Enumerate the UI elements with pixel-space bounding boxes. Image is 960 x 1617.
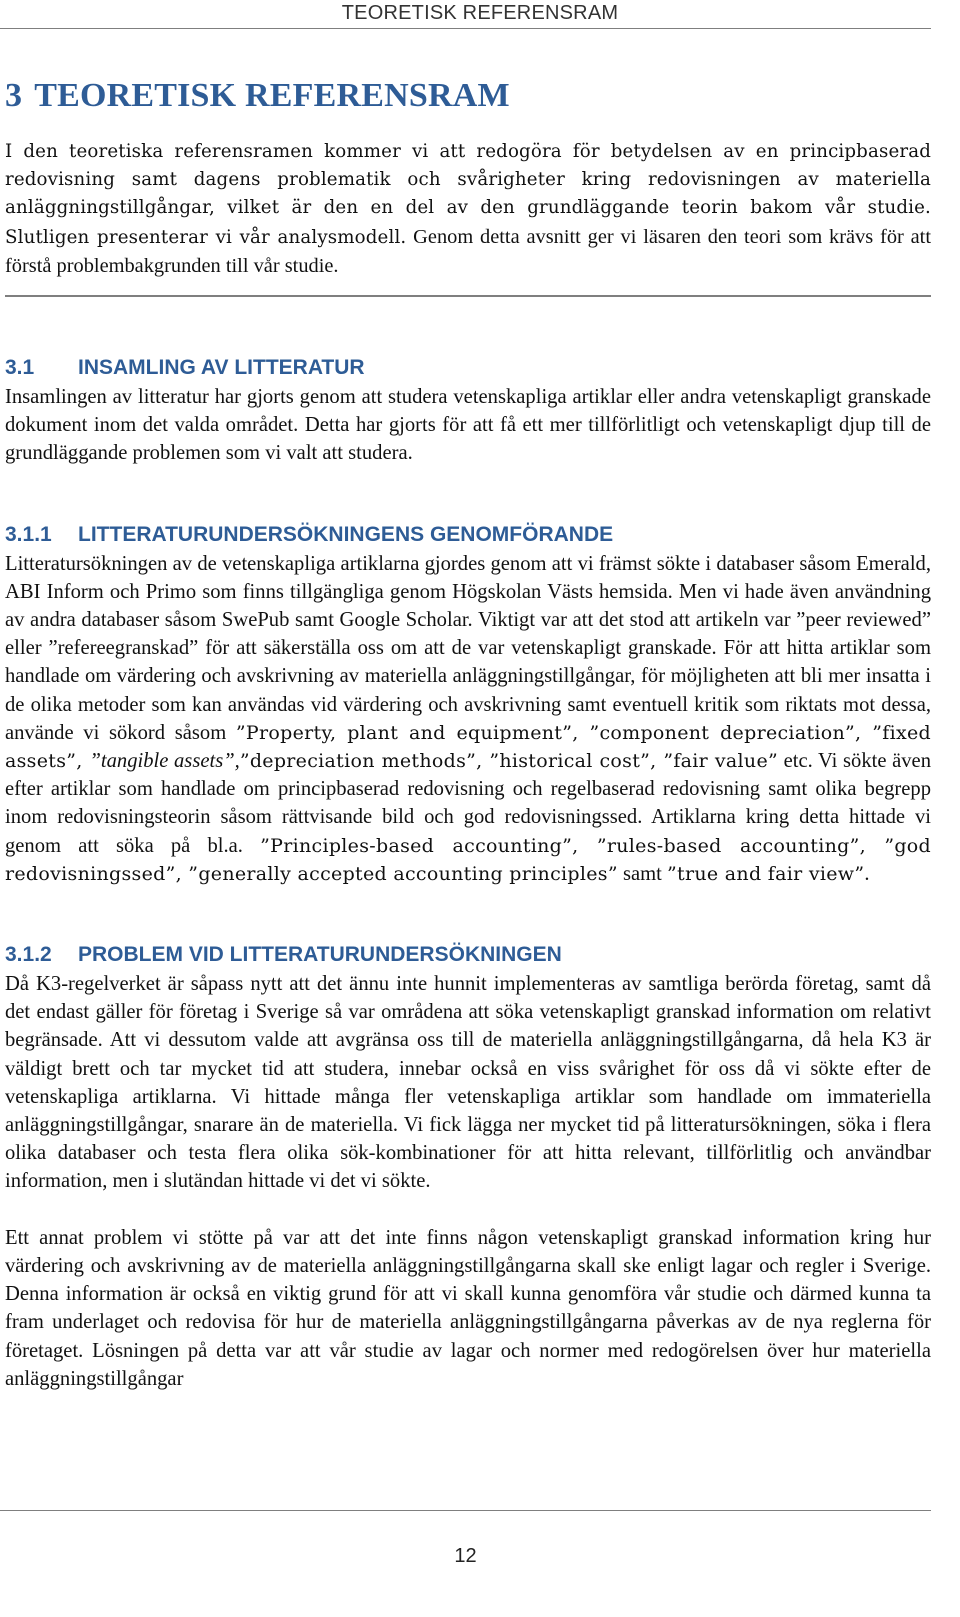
chapter-title-text: TEORETISK REFERENSRAM xyxy=(34,77,510,114)
chapter-title xyxy=(5,70,931,122)
section-heading-3-1-1 xyxy=(5,520,931,550)
body-text: etc. Vi sökte även efter artiklar som handlade om principbaserad redovisning och regelbaserad redovisning samt olika begrepp inom redovisningsteorin såsom rättvisande bild och god redovisningssed. Artiklarna kring detta hittade vi genom att söka på bl.a. xyxy=(5,750,931,857)
section-number: 3.1 xyxy=(5,356,35,380)
chapter-intro-b: Genom detta avsnitt ger vi läsaren den teori som krävs för att förstå problembakgrunden till vår studie. xyxy=(5,225,932,277)
page-content xyxy=(5,70,931,1393)
section-3-1-1-body xyxy=(5,550,931,888)
section-heading-3-1-2 xyxy=(5,940,931,970)
chapter-number: 3 xyxy=(5,77,23,114)
section-title: INSAMLING AV LITTERATUR xyxy=(78,356,365,380)
section-divider xyxy=(5,295,931,297)
footer-rule xyxy=(0,1510,931,1511)
search-keywords: ”depreciation methods”, ”historical cost”, ”fair value” xyxy=(239,750,779,773)
search-keywords: ”Property, plant and equipment”, ”component depreciation”, ”fixed assets”, xyxy=(5,721,932,773)
section-3-1-2-paragraph-1: Då K3-regelverket är såpass nytt att det ännu inte hunnit implementeras av samtliga berörda företag, samt då det endast gäller för företag i Sverige så var områdena att söka vetenskapligt granskad information om relativt begränsade. Att vi dessutom valde att avgränsa oss till de materiella anläggningstillgångarna, då hela K3 är väldigt brett och tar mycket tid att studera, innebar också en viss svårighet för oss då vi sökte efter de vetenskapliga artiklarna. Vi hittade många fler vetenskapliga artiklar som handlade om immateriella anläggningstillgångar, snarare än de materiella. Vi fick lägga ner mycket tid på litteratursökningen, söka i flera olika databaser och testa flera olika sök-kombinationer för att hitta relevant, tillförlitlig och användbar information, men i slutändan hittade vi det vi sökte. xyxy=(5,973,931,1193)
section-3-1-body: Insamlingen av litteratur har gjorts genom att studera vetenskapliga artiklar eller andra vetenskapligt granskade dokument inom det valda området. Detta har gjorts för att få ett mer tillförlitligt och vetenskapligt djup till de grundläggande problemen som vi valt att studera. xyxy=(5,386,931,465)
section-3-1-2-paragraph-2: Ett annat problem vi stötte på var att det inte finns någon vetenskapligt granskad information kring hur värdering och avskrivning av de materiella anläggningstillgångarna skall ske enligt lagar och regler i Sverige. Denna information är också en viktig grund för att vi skall kunna genomföra vår studie och därmed kunna ta fram underlaget och redovisa för hur de materiella anläggningstillgångarna påverkas av de nya reglerna för företaget. Lösningen på detta var att vår studie av lagar och normer med redogörelsen över hur materiella anläggningstillgångar xyxy=(5,1226,931,1390)
body-text: . xyxy=(864,862,870,885)
search-keywords: ”Principles-based accounting”, ”rules-based accounting”, ”god redovisningssed”, ”generally accepted accounting principles” xyxy=(5,834,931,885)
search-keywords: ”true and fair view” xyxy=(667,862,865,885)
section-title: PROBLEM VID LITTERATURUNDERSÖKNINGEN xyxy=(78,943,562,967)
body-text: samt xyxy=(617,862,668,885)
section-number: 3.1.1 xyxy=(5,522,52,546)
chapter-intro-a: I den teoretiska referensramen kommer vi att redogöra för betydelsen av en principbaserad redovisning samt dagens problematik och svårigheter kring redovisningen av materiella anläggningstillgångar, vilket är den en del av den grundläggande teorin bakom vår studie. Slutligen presenterar vi vår analysmodell. xyxy=(5,141,931,248)
section-title: LITTERATURUNDERSÖKNINGENS GENOMFÖRANDE xyxy=(78,522,614,546)
page-number: 12 xyxy=(454,1545,477,1567)
header-rule xyxy=(0,28,931,29)
body-text: Litteratursökningen av de vetenskapliga artiklarna gjordes genom att vi främst sökte i databaser såsom Emerald, ABI Inform och Primo som finns tillgängliga genom Högskolan Västs hemsida. Men vi hade även användning av andra databaser såsom SwePub samt Google Scholar. Viktigt var att det stod att artikeln var ”peer reviewed” eller ”refereegranskad” för att säkerställa oss om att de var vetenskapligt granskade. För att hitta artiklar som handlade om värdering och avskrivning av materiella anläggningstillgångar, för möjligheten att bli mer insatta i de olika metoder som kan användas vid värdering och avskrivning samt eventuell kritik som riktats mot dessa, använde vi sökord såsom xyxy=(5,552,931,744)
section-number: 3.1.2 xyxy=(5,943,52,967)
search-keyword-italic: ”tangible assets”, xyxy=(89,750,240,773)
section-heading-3-1 xyxy=(5,353,931,383)
running-header: TEORETISK REFERENSRAM xyxy=(341,2,619,24)
chapter-intro xyxy=(5,138,931,281)
